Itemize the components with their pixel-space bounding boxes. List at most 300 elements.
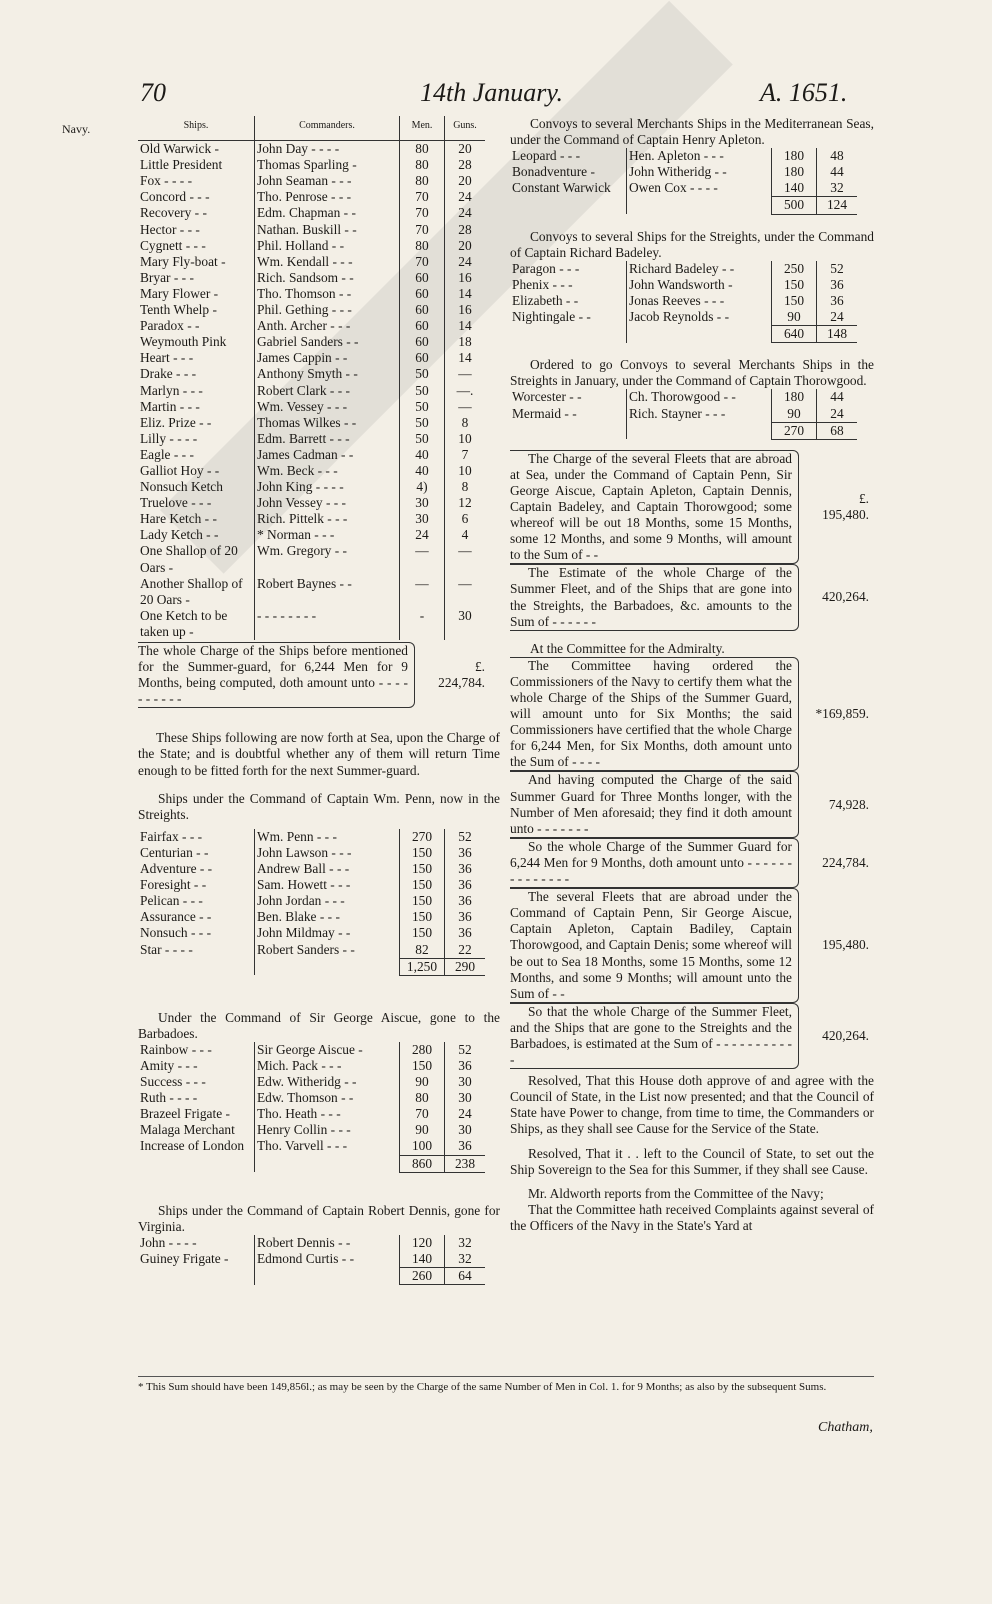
ship-name: Eliz. Prize - - bbox=[140, 414, 212, 430]
penn-heading: Ships under the Command of Captain Wm. Penn, now in the Streights. bbox=[138, 790, 500, 822]
ship-name: Old Warwick - bbox=[140, 141, 219, 157]
men-count: 60 bbox=[400, 350, 445, 366]
blank-cell bbox=[627, 197, 772, 214]
charge-text: The Estimate of the whole Charge of the Summer Fleet, and of the Ships that are gone into the Streights, the Barbadoes, &c. amounts to the Sum of - - - - - - bbox=[510, 564, 799, 630]
guns-count: 52 bbox=[445, 1042, 486, 1058]
table-row bbox=[138, 893, 485, 909]
men-count: 150 bbox=[400, 925, 445, 941]
thorowgood-heading: Ordered to go Convoys to several Merchants Ships in the Streights in January, under the Command of Captain Thorowgood. bbox=[510, 357, 874, 389]
commander-name: John King - - - - bbox=[255, 479, 400, 495]
table-row bbox=[138, 527, 485, 543]
men-count: 4) bbox=[400, 479, 445, 495]
admiralty-heading: At the Committee for the Admiralty. bbox=[530, 640, 725, 656]
men-count: 150 bbox=[772, 293, 817, 309]
commander-name: Nathan. Buskill - - bbox=[255, 222, 400, 238]
charge-sum: £. 195,480. bbox=[822, 490, 869, 523]
ship-name: Increase of London bbox=[140, 1138, 245, 1154]
page-number: 70 bbox=[140, 78, 166, 107]
report-text: That the Committee hath received Complaints against several of the Officers of the Navy in the State's Yard at bbox=[510, 1201, 874, 1233]
table-row bbox=[138, 608, 485, 640]
resolution-text: Resolved, That it . . left to the Council of State, to set out the Ship Sovereign to the Sea for this Summer, if they shall see Cause. bbox=[510, 1145, 874, 1177]
ship-name: Truelove - - - bbox=[140, 495, 212, 511]
apleton-table bbox=[510, 148, 857, 214]
ship-name: Heart - - - bbox=[140, 350, 194, 366]
ship-name: Brazeel Frigate - bbox=[140, 1106, 230, 1122]
total-row bbox=[138, 958, 485, 975]
commander-name: James Cappin - - bbox=[255, 350, 400, 366]
table-row bbox=[138, 1122, 485, 1138]
ship-name: Nonsuch - - - bbox=[140, 925, 212, 941]
penn-table bbox=[138, 829, 485, 976]
ship-name: One Ketch to be taken up - bbox=[140, 607, 228, 639]
blank-cell bbox=[138, 1268, 255, 1285]
table-row bbox=[138, 511, 485, 527]
ship-name: Constant Warwick bbox=[512, 180, 611, 196]
guns-count: 36 bbox=[445, 909, 486, 925]
page-year: A. 1651. bbox=[760, 78, 848, 107]
guns-count: 36 bbox=[445, 845, 486, 861]
commander-name: Rich. Stayner - - - bbox=[627, 406, 772, 423]
table-row bbox=[138, 447, 485, 463]
dennis-table bbox=[138, 1235, 485, 1285]
page-date: 14th January. bbox=[420, 78, 563, 107]
guns-count: 24 bbox=[445, 205, 486, 221]
guns-count: 36 bbox=[817, 277, 858, 293]
men-count: 90 bbox=[400, 1122, 445, 1138]
total-guns: 148 bbox=[817, 326, 858, 343]
commander-name: John Day - - - - bbox=[255, 141, 400, 158]
ship-name: Recovery - - bbox=[140, 205, 207, 221]
guns-count: 20 bbox=[445, 141, 486, 158]
guns-count: 48 bbox=[817, 148, 858, 164]
guns-count: 14 bbox=[445, 318, 486, 334]
men-count: 80 bbox=[400, 157, 445, 173]
ship-name: Guiney Frigate - bbox=[140, 1250, 229, 1266]
commander-name: Owen Cox - - - - bbox=[627, 180, 772, 197]
men-count: 24 bbox=[400, 527, 445, 543]
guns-count: 16 bbox=[445, 302, 486, 318]
ship-name: Pelican - - - bbox=[140, 893, 203, 909]
guns-count: 18 bbox=[445, 334, 486, 350]
commander-name: John Mildmay - - bbox=[255, 925, 400, 941]
table-row bbox=[138, 238, 485, 254]
guns-count: 24 bbox=[445, 254, 486, 270]
admiralty-sum: 195,480. bbox=[822, 937, 869, 953]
footnote: * This Sum should have been 149,856l.; as may be seen by the Charge of the same Number of Men in Col. 1. for 9 Months; as also by the subsequent Sums. bbox=[138, 1376, 874, 1394]
men-count: 70 bbox=[400, 254, 445, 270]
ship-name: Assurance - - bbox=[140, 909, 212, 925]
table-row bbox=[510, 277, 857, 293]
admiralty-sum: 420,264. bbox=[822, 1027, 869, 1043]
commander-name: Wm. Kendall - - - bbox=[255, 254, 400, 270]
ship-name: Leopard - - - bbox=[512, 148, 581, 164]
men-count: 70 bbox=[400, 205, 445, 221]
guns-count: 20 bbox=[445, 238, 486, 254]
table-row bbox=[138, 350, 485, 366]
table-row bbox=[138, 173, 485, 189]
commander-name: Sam. Howett - - - bbox=[255, 877, 400, 893]
charges-list bbox=[510, 450, 874, 631]
men-count: 150 bbox=[400, 1058, 445, 1074]
guns-count: 30 bbox=[445, 1122, 486, 1138]
guns-count: — bbox=[445, 399, 486, 415]
table-row bbox=[138, 1138, 485, 1155]
commander-name: Rich. Sandsom - - bbox=[255, 270, 400, 286]
admiralty-sum: 74,928. bbox=[828, 796, 869, 812]
blank-cell bbox=[627, 326, 772, 343]
ship-name: Elizabeth - - bbox=[512, 292, 579, 308]
total-row bbox=[510, 197, 857, 214]
guns-count: 30 bbox=[445, 1074, 486, 1090]
guns-count: 30 bbox=[445, 1090, 486, 1106]
admiralty-sum: *169,859. bbox=[815, 706, 869, 722]
commander-name: Tho. Penrose - - - bbox=[255, 189, 400, 205]
table-row bbox=[138, 877, 485, 893]
aiscue-table bbox=[138, 1042, 485, 1173]
commander-name: Ch. Thorowgood - - bbox=[627, 389, 772, 405]
men-count: 40 bbox=[400, 463, 445, 479]
men-count: 60 bbox=[400, 334, 445, 350]
charge-item bbox=[510, 564, 874, 630]
total-men: 500 bbox=[772, 197, 817, 214]
right-column bbox=[510, 116, 874, 1234]
blank-cell bbox=[510, 326, 627, 343]
commander-name: Jacob Reynolds - - bbox=[627, 309, 772, 326]
guns-count: 36 bbox=[445, 877, 486, 893]
total-row bbox=[510, 326, 857, 343]
aiscue-heading: Under the Command of Sir George Aiscue, gone to the Barbadoes. bbox=[138, 1009, 500, 1041]
blank-cell bbox=[627, 422, 772, 439]
men-count: 60 bbox=[400, 286, 445, 302]
guns-count: 36 bbox=[817, 293, 858, 309]
guns-count: 24 bbox=[445, 189, 486, 205]
commander-name: Sir George Aiscue - bbox=[255, 1042, 400, 1058]
admiralty-item: The Committee having ordered the Commissioners of the Navy to certify them what the whole Charge of the Ships of the Summer Guard, will amount unto for Six Months; the said Commissioners have certified that the whole Charge for 6,244 Men, for Six Months, doth amount unto the Sum of - - - - *169,859. bbox=[510, 657, 874, 772]
commander-name: Hen. Apleton - - - bbox=[627, 148, 772, 164]
table-row bbox=[138, 366, 485, 382]
table-row bbox=[138, 1251, 485, 1268]
commander-name: Edm. Chapman - - bbox=[255, 205, 400, 221]
ship-name: Centurian - - bbox=[140, 844, 209, 860]
table-row bbox=[138, 495, 485, 511]
guns-count: 12 bbox=[445, 495, 486, 511]
guns-count: 28 bbox=[445, 222, 486, 238]
total-men: 1,250 bbox=[400, 958, 445, 975]
ship-name: Concord - - - bbox=[140, 189, 210, 205]
ship-name: Hector - - - bbox=[140, 221, 200, 237]
guns-count: 24 bbox=[445, 1106, 486, 1122]
guns-count: 6 bbox=[445, 511, 486, 527]
table-row bbox=[510, 148, 857, 164]
commander-name: Anth. Archer - - - bbox=[255, 318, 400, 334]
table-row bbox=[138, 1058, 485, 1074]
men-count: 90 bbox=[400, 1074, 445, 1090]
left-column bbox=[138, 116, 500, 1285]
ship-name: Marlyn - - - bbox=[140, 382, 203, 398]
ship-name: Mary Fly-boat - bbox=[140, 253, 226, 269]
total-row bbox=[510, 422, 857, 439]
commander-name: John Witheridg - - bbox=[627, 164, 772, 180]
apleton-heading: Convoys to several Merchants Ships in the Mediterranean Seas, under the Command of Captain Henry Apleton. bbox=[510, 116, 874, 148]
commander-name: Andrew Ball - - - bbox=[255, 861, 400, 877]
men-count: 50 bbox=[400, 366, 445, 382]
guns-count: —. bbox=[445, 383, 486, 399]
ship-name: Adventure - - bbox=[140, 861, 213, 877]
guns-count: 28 bbox=[445, 157, 486, 173]
men-count: 90 bbox=[772, 406, 817, 423]
ship-name: Drake - - - bbox=[140, 366, 197, 382]
table-row bbox=[138, 383, 485, 399]
total-guns: 290 bbox=[445, 958, 486, 975]
commander-name: Wm. Beck - - - bbox=[255, 463, 400, 479]
ship-name: One Shallop of 20 Oars - bbox=[140, 543, 238, 575]
men-count: — bbox=[400, 543, 445, 575]
total-men: 260 bbox=[400, 1268, 445, 1285]
table-row bbox=[138, 270, 485, 286]
commander-name: Jonas Reeves - - - bbox=[627, 293, 772, 309]
table-row bbox=[138, 431, 485, 447]
blank-cell bbox=[255, 1155, 400, 1172]
admiralty-item: So the whole Charge of the Summer Guard for 6,244 Men for 9 Months, doth amount unto - - - - - - - - - - - - - - 224,784. bbox=[510, 838, 874, 888]
men-count: 180 bbox=[772, 389, 817, 405]
commander-name: John Vessey - - - bbox=[255, 495, 400, 511]
table-row bbox=[138, 925, 485, 941]
men-count: 80 bbox=[400, 141, 445, 158]
col-header-ships: Ships. bbox=[138, 116, 255, 141]
men-count: 60 bbox=[400, 270, 445, 286]
guns-count: 8 bbox=[445, 415, 486, 431]
commander-name: Rich. Pittelk - - - bbox=[255, 511, 400, 527]
table-row bbox=[138, 861, 485, 877]
men-count: 150 bbox=[400, 893, 445, 909]
men-count: 70 bbox=[400, 189, 445, 205]
commander-name: Wm. Gregory - - bbox=[255, 543, 400, 575]
commander-name: Tho. Thomson - - bbox=[255, 286, 400, 302]
ship-name: Mermaid - - bbox=[512, 405, 577, 421]
table-row bbox=[138, 942, 485, 959]
guns-count: 32 bbox=[445, 1235, 486, 1251]
men-count: — bbox=[400, 576, 445, 608]
table-row bbox=[138, 254, 485, 270]
men-count: 30 bbox=[400, 495, 445, 511]
ship-name: Phenix - - - bbox=[512, 276, 573, 292]
table-row bbox=[138, 909, 485, 925]
commander-name: Tho. Heath - - - bbox=[255, 1106, 400, 1122]
guns-count: 32 bbox=[817, 180, 858, 197]
men-count: 250 bbox=[772, 261, 817, 277]
men-count: 150 bbox=[400, 877, 445, 893]
table-row bbox=[138, 479, 485, 495]
table-row bbox=[510, 164, 857, 180]
men-count: 50 bbox=[400, 383, 445, 399]
commander-name: Robert Baynes - - bbox=[255, 576, 400, 608]
guns-count: 24 bbox=[817, 309, 858, 326]
table-row bbox=[138, 463, 485, 479]
total-guns: 68 bbox=[817, 422, 858, 439]
report-text: Mr. Aldworth reports from the Committee of the Navy; bbox=[528, 1185, 824, 1201]
men-count: 80 bbox=[400, 173, 445, 189]
men-count: 120 bbox=[400, 1235, 445, 1251]
guns-count: 32 bbox=[445, 1251, 486, 1268]
guns-count: 10 bbox=[445, 431, 486, 447]
ship-name: Nonsuch Ketch bbox=[140, 479, 223, 495]
commander-name: Edw. Witheridg - - bbox=[255, 1074, 400, 1090]
commander-name: Wm. Penn - - - bbox=[255, 829, 400, 845]
commander-name: Edmond Curtis - - bbox=[255, 1251, 400, 1268]
badeley-heading: Convoys to several Ships for the Streights, under the Command of Captain Richard Badeley. bbox=[510, 228, 874, 260]
table-row bbox=[510, 180, 857, 197]
admiralty-sum: 224,784. bbox=[822, 854, 869, 870]
ship-name: Another Shallop of 20 Oars - bbox=[140, 575, 243, 607]
men-count: 82 bbox=[400, 942, 445, 959]
table-row bbox=[138, 1074, 485, 1090]
commander-name: Phil. Holland - - bbox=[255, 238, 400, 254]
blank-cell bbox=[255, 1268, 400, 1285]
margin-note: Navy. bbox=[62, 122, 91, 136]
commander-name: John Seaman - - - bbox=[255, 173, 400, 189]
table-row bbox=[510, 293, 857, 309]
table-row bbox=[138, 829, 485, 845]
commander-name: Henry Collin - - - bbox=[255, 1122, 400, 1138]
summer-charge-sum: £. 224,784. bbox=[415, 659, 485, 691]
ship-name: Galliot Hoy - - bbox=[140, 462, 220, 478]
guns-count: 36 bbox=[445, 1058, 486, 1074]
table-row bbox=[138, 318, 485, 334]
guns-count: 22 bbox=[445, 942, 486, 959]
men-count: 70 bbox=[400, 222, 445, 238]
summer-guard-rows bbox=[138, 141, 485, 640]
guns-count: — bbox=[445, 366, 486, 382]
men-count: 70 bbox=[400, 1106, 445, 1122]
table-row bbox=[138, 1090, 485, 1106]
ship-name: Worcester - - bbox=[512, 389, 582, 405]
guns-count: 44 bbox=[817, 164, 858, 180]
table-row bbox=[138, 189, 485, 205]
blank-cell bbox=[138, 1155, 255, 1172]
commander-name: Anthony Smyth - - bbox=[255, 366, 400, 382]
summer-guard-table bbox=[138, 116, 485, 640]
men-count: 140 bbox=[400, 1251, 445, 1268]
total-guns: 64 bbox=[445, 1268, 486, 1285]
commander-name: Thomas Wilkes - - bbox=[255, 415, 400, 431]
ship-name: John - - - - bbox=[140, 1234, 197, 1250]
blank-cell bbox=[510, 422, 627, 439]
blank-cell bbox=[510, 197, 627, 214]
men-count: 50 bbox=[400, 415, 445, 431]
commander-name: Richard Badeley - - bbox=[627, 261, 772, 277]
guns-count: 52 bbox=[445, 829, 486, 845]
total-guns: 124 bbox=[817, 197, 858, 214]
commander-name: Robert Dennis - - bbox=[255, 1235, 400, 1251]
ship-name: Martin - - - bbox=[140, 398, 200, 414]
table-row bbox=[510, 261, 857, 277]
guns-count: 36 bbox=[445, 925, 486, 941]
admiralty-item: So that the whole Charge of the Summer Fleet, and the Ships that are gone to the Streights and the Barbadoes, is estimated at the Sum of - - - - - - - - - - - 420,264. bbox=[510, 1003, 874, 1069]
men-count: 40 bbox=[400, 447, 445, 463]
commander-name: Robert Sanders - - bbox=[255, 942, 400, 959]
table-row bbox=[138, 286, 485, 302]
commander-name: - - - - - - - - bbox=[255, 608, 400, 640]
men-count: - bbox=[400, 608, 445, 640]
table-row bbox=[138, 1235, 485, 1251]
charge-sum: 420,264. bbox=[822, 589, 869, 605]
ship-name: Lilly - - - - bbox=[140, 430, 198, 446]
commander-name: John Wandsworth - bbox=[627, 277, 772, 293]
guns-count: 8 bbox=[445, 479, 486, 495]
total-guns: 238 bbox=[445, 1155, 486, 1172]
ship-name: Eagle - - - bbox=[140, 446, 194, 462]
table-row bbox=[138, 302, 485, 318]
guns-count: 44 bbox=[817, 389, 858, 405]
men-count: 150 bbox=[772, 277, 817, 293]
commander-name: Ben. Blake - - - bbox=[255, 909, 400, 925]
table-row bbox=[138, 222, 485, 238]
men-count: 50 bbox=[400, 399, 445, 415]
commander-name: James Cadman - - bbox=[255, 447, 400, 463]
thorowgood-table bbox=[510, 389, 857, 439]
summer-charge-text: The whole Charge of the Ships before mentioned for the Summer-guard, for 6,244 Men for 9 Months, being computed, doth amount unto - - - - - - - - - - bbox=[138, 642, 415, 708]
ship-name: Nightingale - - bbox=[512, 309, 591, 325]
charge-item bbox=[510, 450, 874, 565]
guns-count: — bbox=[445, 543, 486, 575]
men-count: 50 bbox=[400, 431, 445, 447]
table-row bbox=[510, 309, 857, 326]
total-men: 270 bbox=[772, 422, 817, 439]
ship-name: Hare Ketch - - bbox=[140, 511, 217, 527]
guns-count: 20 bbox=[445, 173, 486, 189]
ship-name: Weymouth Pink bbox=[140, 334, 227, 350]
ship-name: Tenth Whelp - bbox=[140, 302, 217, 318]
ship-name: Little President bbox=[140, 157, 223, 173]
col-header-men: Men. bbox=[400, 116, 445, 141]
commander-name: Gabriel Sanders - - bbox=[255, 334, 400, 350]
table-row bbox=[138, 1042, 485, 1058]
men-count: 80 bbox=[400, 238, 445, 254]
table-row bbox=[138, 205, 485, 221]
table-row bbox=[138, 576, 485, 608]
guns-count: 4 bbox=[445, 527, 486, 543]
col-header-guns: Guns. bbox=[445, 116, 486, 141]
men-count: 270 bbox=[400, 829, 445, 845]
table-row bbox=[138, 399, 485, 415]
men-count: 280 bbox=[400, 1042, 445, 1058]
men-count: 60 bbox=[400, 318, 445, 334]
guns-count: 30 bbox=[445, 608, 486, 640]
guns-count: 14 bbox=[445, 286, 486, 302]
ship-name: Cygnett - - - bbox=[140, 237, 206, 253]
guns-count: 10 bbox=[445, 463, 486, 479]
men-count: 180 bbox=[772, 164, 817, 180]
charge-text: The Charge of the several Fleets that are abroad at Sea, under the Command of Captain Penn, Sir George Aiscue, Captain Apleton, Captain Dennis, Captain Badeley, and Captain Thorowgood; some whereof will be out 18 Months, some 15 Months, some 12 Months, and some 9 Months, will amount to the Sum of - - bbox=[510, 450, 799, 565]
guns-count: 36 bbox=[445, 893, 486, 909]
ship-name: Paradox - - bbox=[140, 318, 200, 334]
total-row bbox=[138, 1155, 485, 1172]
commander-name: Wm. Vessey - - - bbox=[255, 399, 400, 415]
blank-cell bbox=[255, 958, 400, 975]
table-row bbox=[510, 406, 857, 423]
currency-mark: £. bbox=[474, 659, 485, 675]
commander-name: Tho. Varvell - - - bbox=[255, 1138, 400, 1155]
badeley-table bbox=[510, 261, 857, 343]
admiralty-item: And having computed the Charge of the said Summer Guard for Three Months longer, with the Number of Men aforesaid; they find it doth amount unto - - - - - - - 74,928. bbox=[510, 771, 874, 837]
ship-name: Star - - - - bbox=[140, 941, 193, 957]
ship-name: Fox - - - - bbox=[140, 173, 193, 189]
col-header-commanders: Commanders. bbox=[255, 116, 400, 141]
at-sea-intro: These Ships following are now forth at Sea, upon the Charge of the State; and is doubtful whether any of them will return Time enough to be fitted forth for the next Summer-guard. bbox=[138, 730, 500, 778]
table-row bbox=[138, 141, 485, 158]
men-count: 150 bbox=[400, 845, 445, 861]
men-count: 150 bbox=[400, 909, 445, 925]
